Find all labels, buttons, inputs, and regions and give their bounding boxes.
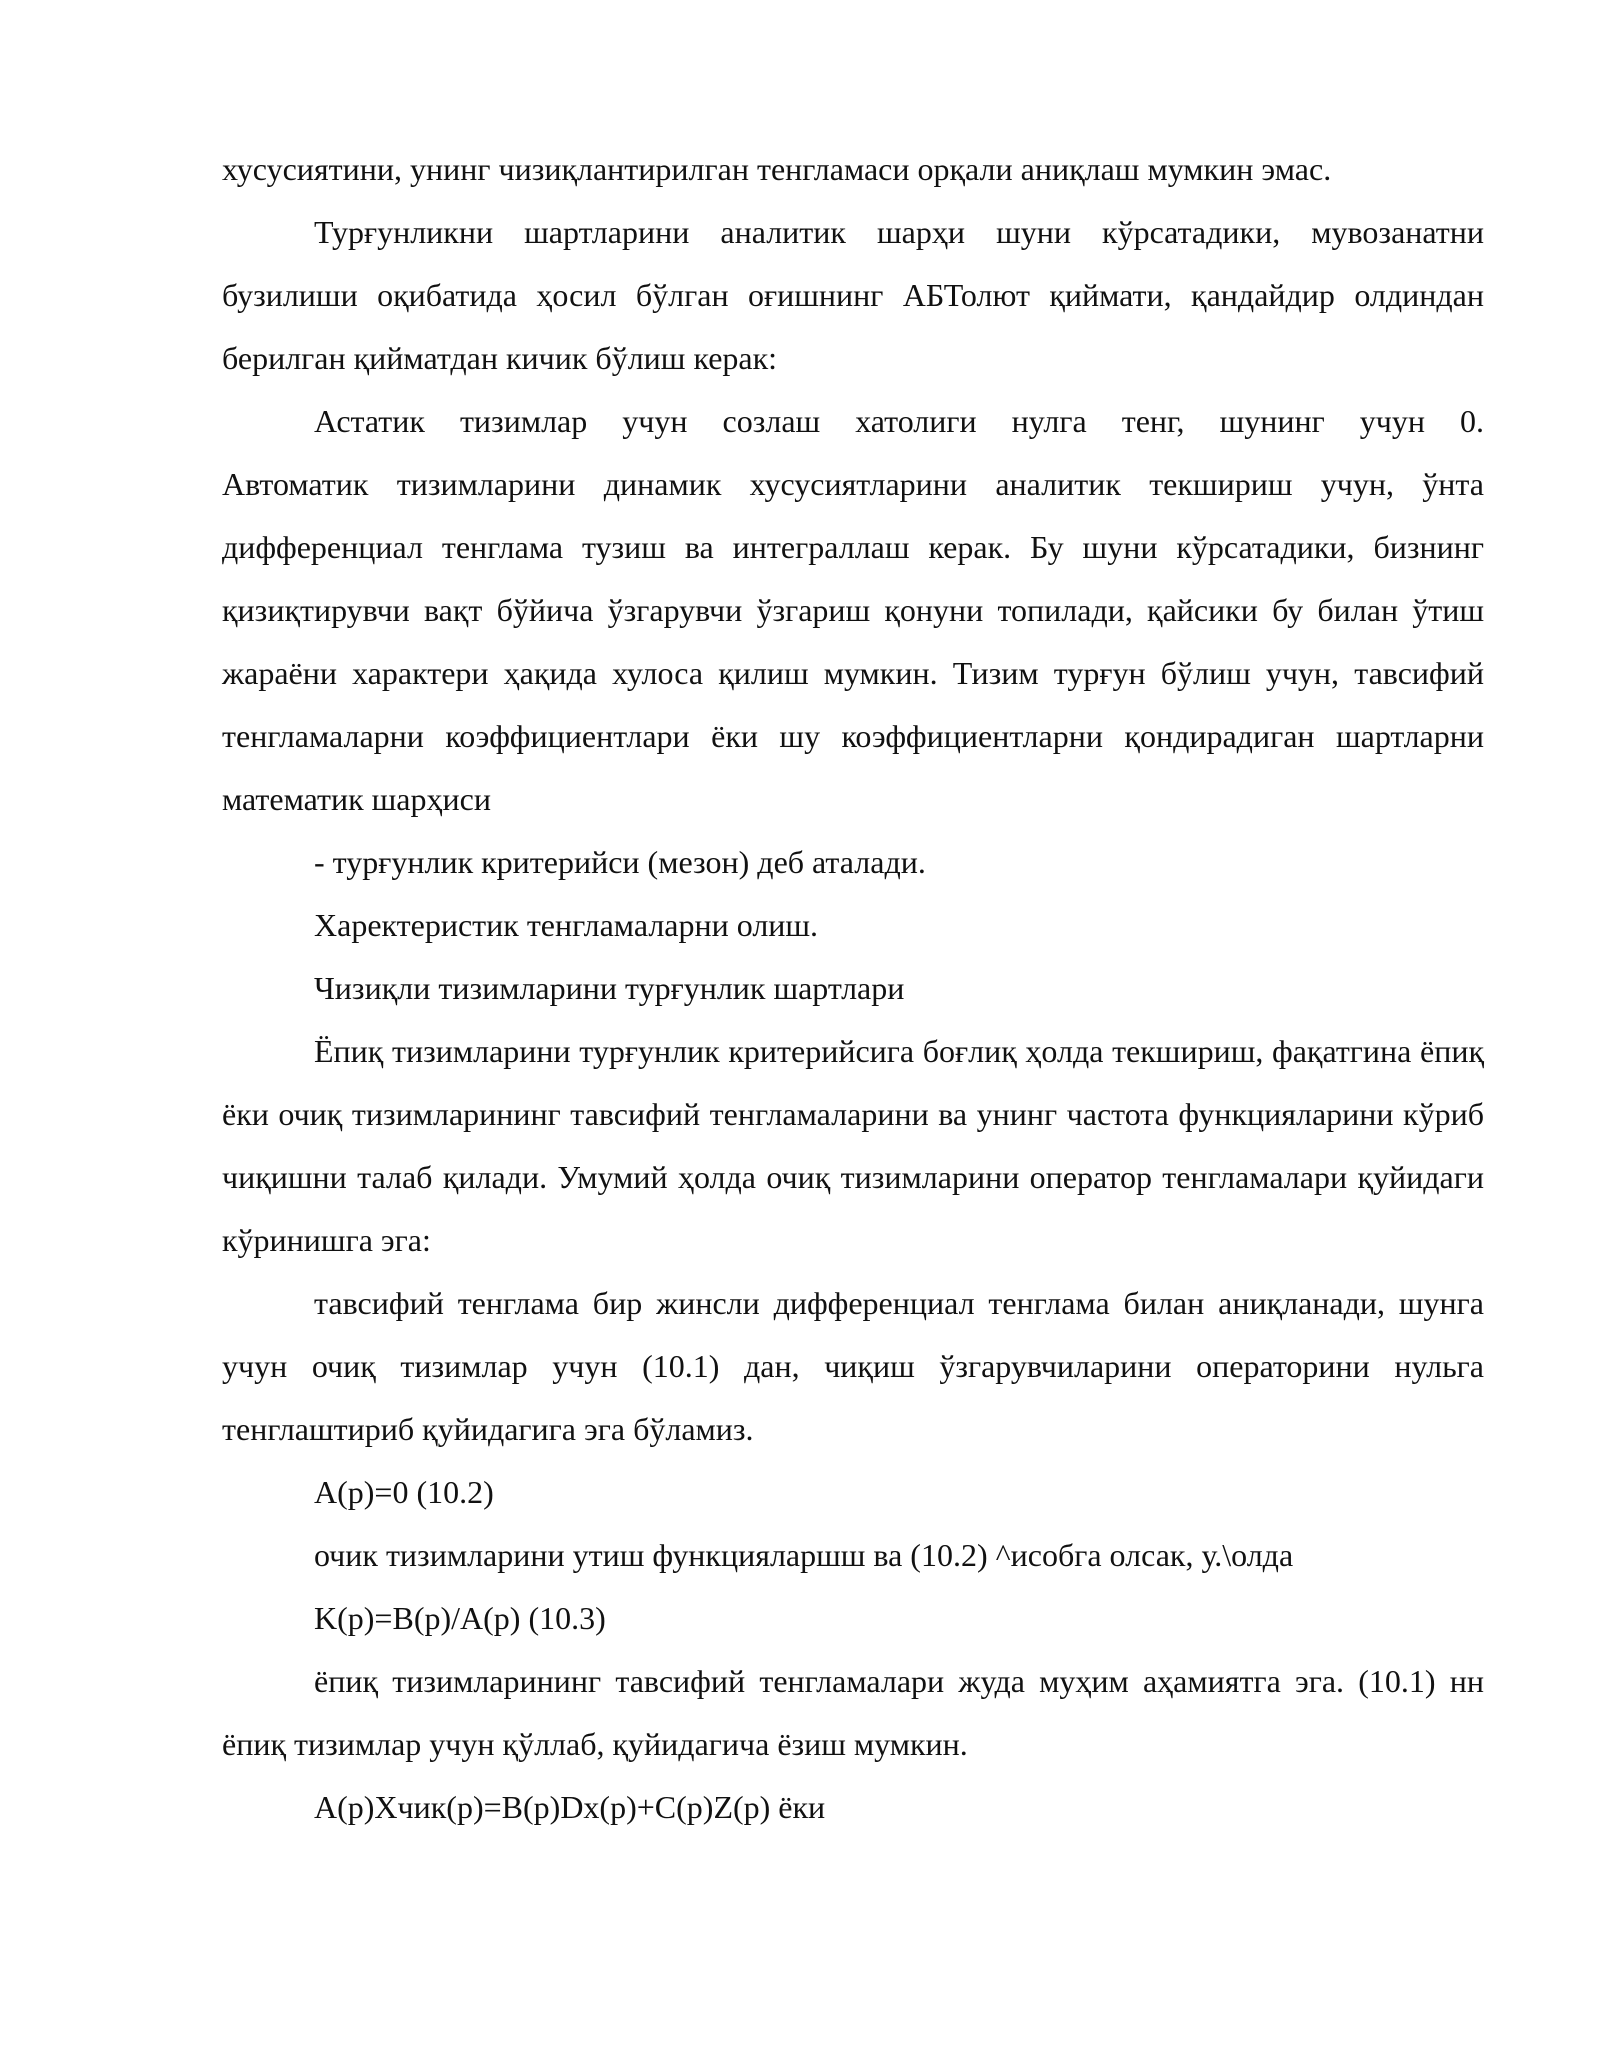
- equation-closed-system: A(p)Xчик(p)=B(p)Dx(p)+C(p)Z(p) ёки: [314, 1789, 826, 1825]
- astatic-zero: 0.: [1460, 403, 1485, 439]
- astatic-text: Астатик тизимлар учун созлаш хатолиги нулга тенг, шунинг учун: [314, 403, 1425, 439]
- paragraph-closed-system-equations: ёпиқ тизимларининг тавсифий тенгламалари жуда муҳим аҳамиятга эга. (10.1) нн ёпиқ тизимлар учун қўллаб, қуйидагича ёзиш мумкин.: [222, 1663, 1484, 1762]
- paragraph-astatic-systems: [222, 390, 1484, 453]
- heading-characteristic-equations: Харектеристик тенгламаларни олиш.: [314, 907, 819, 943]
- paragraph-stability-criterion: - турғунлик критерийси (мезон) деб аталади.: [314, 844, 926, 880]
- heading-linear-stability-conditions: Чизиқли тизимларини турғунлик шартлари: [314, 970, 905, 1006]
- paragraph-closed-systems: Ёпиқ тизимларини турғунлик критерийсига боғлиқ ҳолда текшириш, фақатгина ёпиқ ёки очиқ тизимларининг тавсифий тенгламаларини ва унинг частота функцияларини кўриб чиқишни талаб қилади. Умумий ҳолда очиқ тизимларини оператор тенгламалари қуйидаги кўринишга эга:: [222, 1033, 1484, 1258]
- paragraph-dynamic-properties: Автоматик тизимларини динамик хусусиятларини аналитик текшириш учун, ўнта дифференциал тенглама тузиш ва интеграллаш керак. Бу шуни кўрсатадики, бизнинг қизиқтирувчи вақт бўйича ўзгарувчи ўзгариш қонуни топилади, қайсики бу билан ўтиш жараёни характери ҳақида хулоса қилиш мумкин. Тизим турғун бўлиш учун, тавсифий тенгламаларни коэффициентлари ёки шу коэффициентларни қондирадиган шартларни математик шарҳиси: [222, 466, 1484, 817]
- equation-10-3: K(p)=B(p)/A(p) (10.3): [314, 1600, 606, 1636]
- paragraph-descriptive-equation: тавсифий тенглама бир жинсли дифференциал тенглама билан аниқланади, шунга учун очиқ тизимлар учун (10.1) дан, чиқиш ўзгарувчиларини операторини нульга тенглаштириб қуйидагига эга бўламиз.: [222, 1285, 1484, 1447]
- paragraph-properties-continuation: хусусиятини, унинг чизиқлантирилган тенгламаси орқали аниқлаш мумкин эмас.: [222, 151, 1332, 187]
- equation-10-2: A(p)=0 (10.2): [314, 1474, 494, 1510]
- document-page: [222, 138, 1484, 1839]
- paragraph-stability-analysis: Турғунликни шартларини аналитик шарҳи шуни кўрсатадики, мувозанатни бузилиши оқибатида ҳосил бўлган оғишнинг АБТолют қиймати, қандайдир олдиндан берилган қийматдан кичик бўлиш керак:: [222, 214, 1484, 376]
- paragraph-transfer-functions: очик тизимларини утиш функцияларшш ва (10.2) ^исобга олсак, у.\олда: [314, 1537, 1294, 1573]
